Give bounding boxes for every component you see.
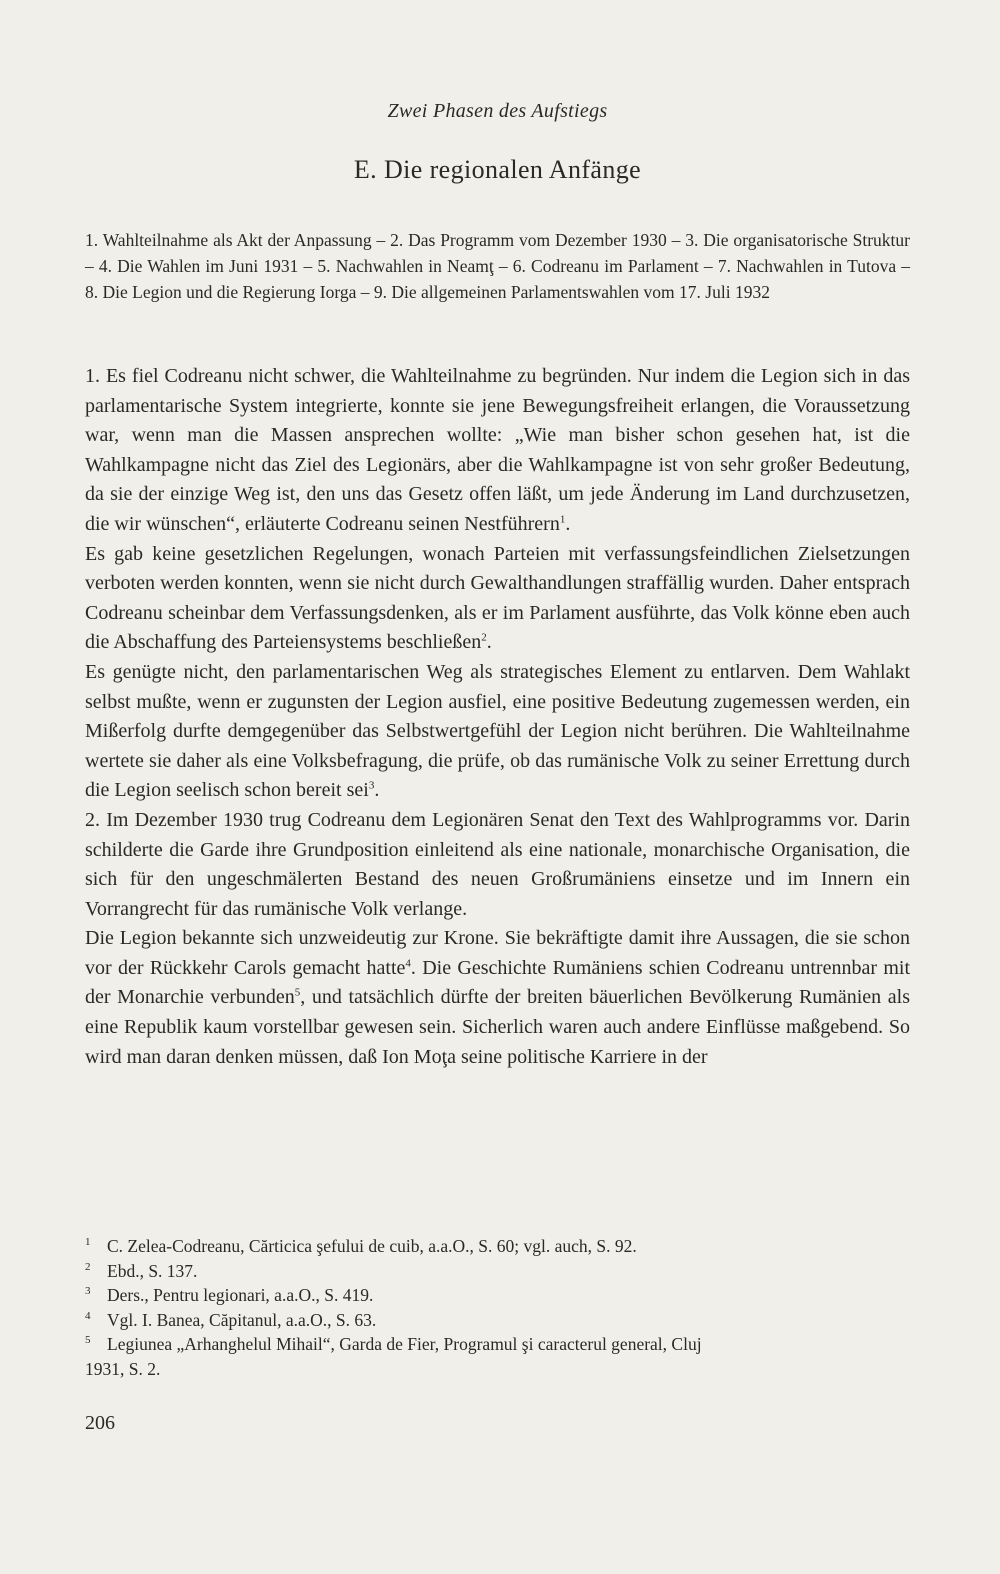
paragraph: 2. Im Dezember 1930 trug Codreanu dem Legionären Senat den Text des Wahlprogramms vor. Darin schilderte die Garde ihre Grundposition einleitend als eine nationale, monarchische Organisation, die sich für den ungeschmälerten Bestand des neuen Großrumäniens einsetze und im Innern ein Vorrangrecht für das rumänische Volk verlange. xyxy=(85,808,910,920)
footnote-text: C. Zelea-Codreanu, Cărticica şefului de cuib, a.a.O., S. 60; vgl. auch, S. 92. xyxy=(107,1236,637,1256)
footnote-ref[interactable]: 2 xyxy=(481,631,487,644)
paragraph: Es genügte nicht, den parlamentarischen Weg als strategisches Element zu entlarven. Dem Wahlakt selbst mußte, wenn er zugunsten der Legion ausfiel, eine positive Bedeutung zugemessen werden, ein Mißerfolg durfte demgegenüber das Selbstwertgefühl der Legion nicht berühren. Die Wahlteilnahme wertete sie daher als eine Volksbefragung, die prüfe, ob das rumänische Volk zu seiner Errettung durch die Legion seelisch schon bereit sei$^3$. xyxy=(85,660,910,802)
paragraph: 1. Es fiel Codreanu nicht schwer, die Wahlteilnahme zu begründen. Nur indem die Legion sich in das parlamentarische System integrierte, konnte sie jene Bewegungsfreiheit erlangen, die Voraussetzung war, wenn man die Massen ansprechen wollte: „Wie man bisher schon gesehen hat, ist die Wahlkampagne nicht das Ziel des Legionärs, aber die Wahlkampagne ist von sehr großer Bedeutung, da sie der einzige Weg ist, den uns das Gesetz offen läßt, um jede Änderung im Land durchzusetzen, die wir wünschen“, erläuterte Codreanu seinen Nestführern$^1$. xyxy=(85,365,910,535)
footnote-ref[interactable]: 5 xyxy=(294,986,301,999)
footnote xyxy=(85,1259,910,1284)
footnote xyxy=(85,1332,910,1357)
footnote-text: Legiunea „Arhanghelul Mihail“, Garda de Fier, Programul şi caracterul general, Cluj xyxy=(107,1334,702,1354)
section-overview: 1. Wahlteilnahme als Akt der Anpassung – 2. Das Programm vom Dezember 1930 – 3. Die organisatorische Struktur – 4. Die Wahlen im Juni 1931 – 5. Nachwahlen in Neamţ – 6. Codreanu im Parlament – 7. Nachwahlen in Tutova – 8. Die Legion und die Regierung Iorga – 9. Die allgemeinen Parlamentswahlen vom 17. Juli 1932 xyxy=(85,230,910,302)
footnote-ref[interactable]: 3 xyxy=(368,779,375,792)
book-page xyxy=(85,0,910,1574)
footnote xyxy=(85,1308,910,1333)
footnote-ref[interactable]: 4 xyxy=(405,957,411,970)
footnote-number: 4 xyxy=(85,1309,91,1322)
footnote-text: Vgl. I. Banea, Căpitanul, a.a.O., S. 63. xyxy=(107,1309,377,1330)
page-number: 206 xyxy=(85,1412,115,1434)
footnote-continuation: 1931, S. 2. xyxy=(85,1358,161,1379)
chapter-title: E. Die regionalen Anfänge xyxy=(353,155,642,184)
footnote-number: 2 xyxy=(85,1260,91,1273)
running-head: Zwei Phasen des Aufstiegs xyxy=(387,100,608,122)
footnote-text: Ebd., S. 137. xyxy=(107,1260,198,1281)
footnote-number: 3 xyxy=(85,1285,91,1297)
paragraph: Die Legion bekannte sich unzweideutig zur Krone. Sie bekräftigte damit ihre Aussagen, die sie schon vor der Rückkehr Carols gemacht hatte$^4$. Die Geschichte Rumäniens schien Codreanu untrennbar mit der Monarchie verbunden$^5$, und tatsächlich dürfte der breiten bäuerlichen Bevölkerung Rumänien als eine Republik kaum vorstellbar gewesen sein. Sicherlich waren auch andere Einflüsse maßgebend. So wird man daran denken müssen, daß Ion Moţa seine politische Karriere in der xyxy=(85,927,910,1068)
footnote-number: 1 xyxy=(85,1236,91,1248)
paragraph: Es gab keine gesetzlichen Regelungen, wonach Parteien mit verfassungsfeindlichen Zielsetzungen verboten werden konnten, wenn sie nicht durch Gewalthandlungen straffällig wurden. Daher entsprach Codreanu scheinbar dem Verfassungsdenken, als er im Parlament ausführte, das Volk könne eben auch die Abschaffung des Parteiensystems beschließen$^2$. xyxy=(85,542,910,654)
footnote-ref[interactable]: 1 xyxy=(559,513,566,526)
footnote xyxy=(85,1234,910,1259)
body-text xyxy=(85,362,910,1072)
footnote-number: 5 xyxy=(85,1334,91,1346)
footnote xyxy=(85,1283,910,1308)
footnotes xyxy=(85,1234,910,1381)
footnote-text: Ders., Pentru legionari, a.a.O., S. 419. xyxy=(107,1285,374,1305)
